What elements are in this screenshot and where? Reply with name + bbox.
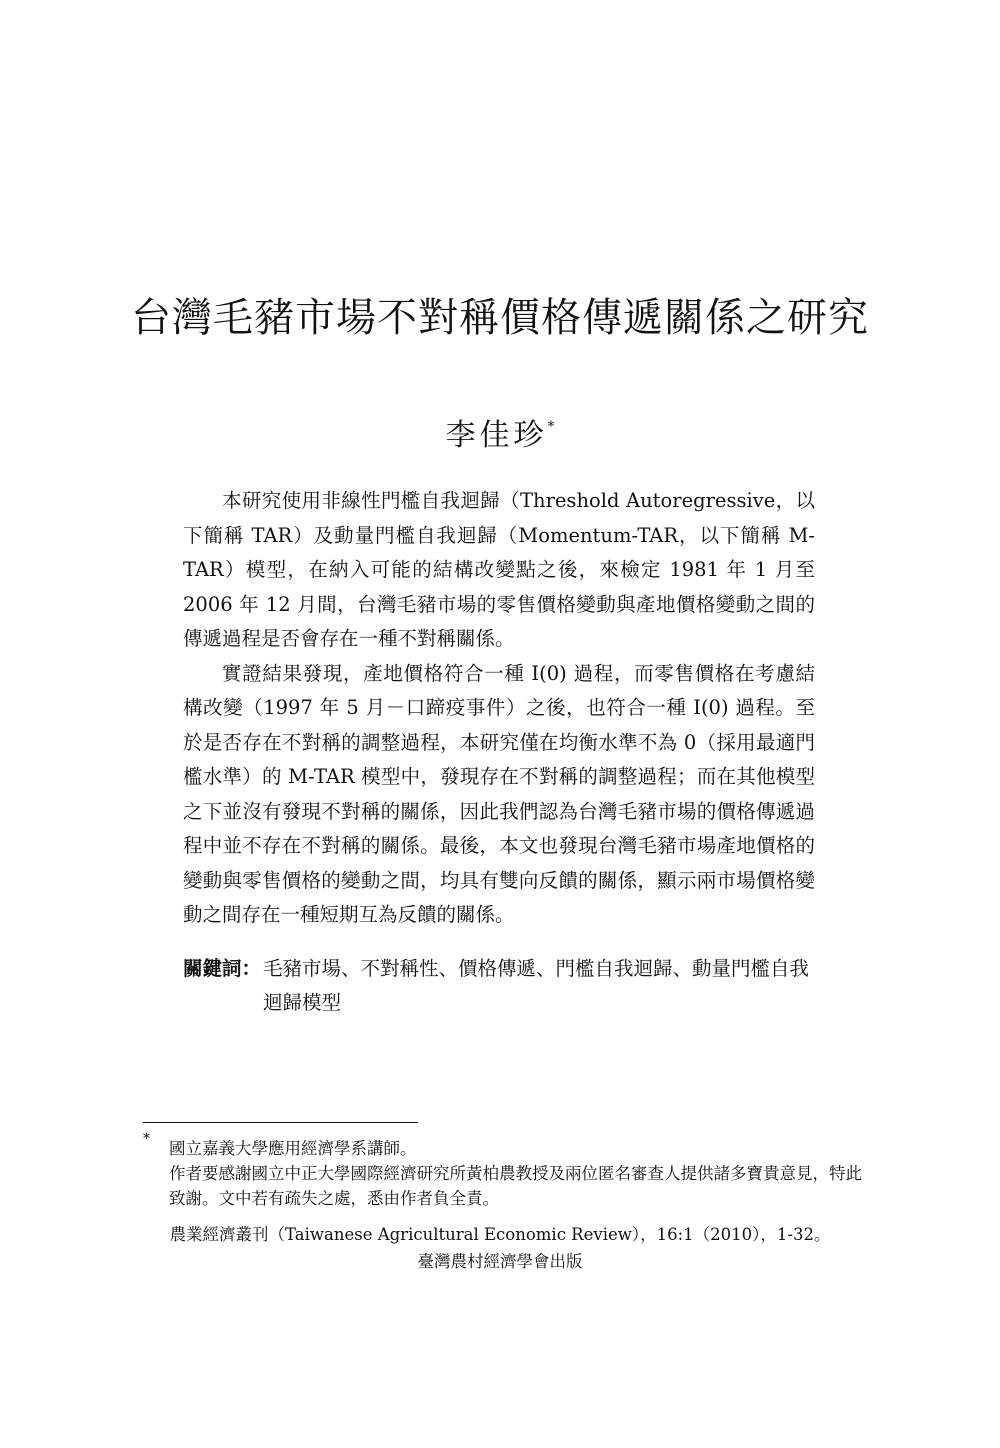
abstract-paragraph-1: 本研究使用非線性門檻自我迴歸（Threshold Autoregressive，以下簡稱 TAR）及動量門檻自我迴歸（Momentum-TAR，以下簡稱 M-TAR）模型，在納入可能的結構改變點之後，來檢定 1981 年 1 月至 2006 年 12 月間，台灣毛豬市場的零售價格變動與產地價格變動之間的傳遞過程是否會存在一種不對稱關係。 [183,489,815,650]
keywords-text: 毛豬市場、不對稱性、價格傳遞、門檻自我迴歸、動量門檻自我迴歸模型 [263,957,810,1014]
author-name: 李佳珍 [445,418,548,453]
footnote-line-1: 國立嘉義大學應用經濟學系講師。 [169,1139,417,1158]
paper-title: 台灣毛豬市場不對稱價格傳遞關係之研究 [131,295,869,341]
journal-info [0,1221,1000,1275]
footnote-divider [143,1122,418,1123]
journal-publisher: 臺灣農村經濟學會出版 [417,1252,583,1271]
abstract [183,484,815,933]
keywords [183,952,815,1020]
footnote-mark: * [143,1131,150,1147]
footnote-line-2: 作者要感謝國立中正大學國際經濟研究所黃柏農教授及兩位匿名審查人提供諸多寶貴意見，特此致謝。文中若有疏失之處，悉由作者負全責。 [169,1164,862,1208]
keywords-label: 關鍵詞： [183,957,262,980]
journal-citation: 農業經濟叢刊（Taiwanese Agricultural Economic Review），16:1（2010），1-32。 [169,1225,831,1244]
abstract-paragraph-2: 實證結果發現，產地價格符合一種 I(0) 過程，而零售價格在考慮結構改變（1997 年 5 月－口蹄疫事件）之後，也符合一種 I(0) 過程。至於是否存在不對稱的調整過程，本研究僅在均衡水準不為 0（採用最適門檻水準）的 M-TAR 模型中，發現存在不對稱的調整過程；而在其他模型之下並沒有發現不對稱的關係，因此我們認為台灣毛豬市場的價格傳遞過程中並不存在不對稱的關係。最後，本文也發現台灣毛豬市場產地價格的變動與零售價格的變動之間，均具有雙向反饋的關係，顯示兩市場價格變動之間存在一種短期互為反饋的關係。 [183,661,815,926]
author-line [0,410,1000,454]
author-footnote-mark: * [547,419,555,435]
footnote [169,1136,869,1211]
